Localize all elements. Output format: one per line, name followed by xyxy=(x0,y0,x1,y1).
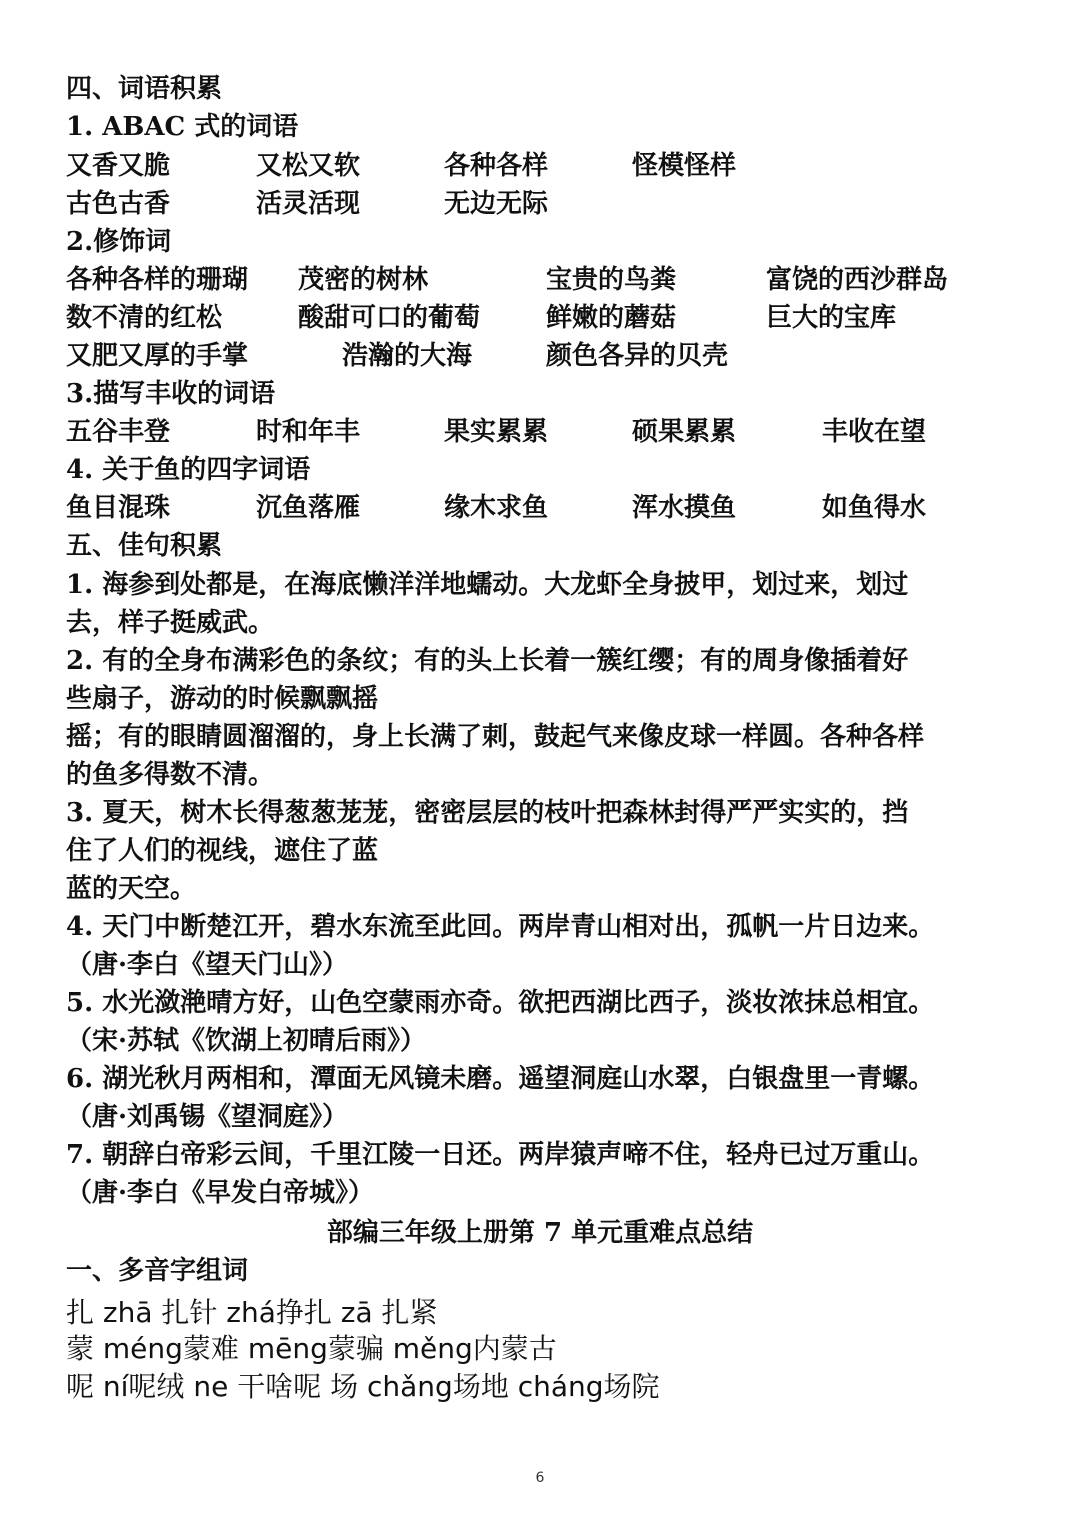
word: 鱼目混珠 xyxy=(66,493,171,523)
phrase: 颜色各异的贝壳 xyxy=(546,341,729,371)
poem-source: （唐·李白《早发白帝城》） xyxy=(66,1178,375,1208)
phrase: 巨大的宝库 xyxy=(766,303,897,333)
poem-line: 4. 天门中断楚江开，碧水东流至此回。两岸青山相对出，孤帆一片日边来。 xyxy=(66,912,935,942)
poem-source: （唐·刘禹锡《望洞庭》） xyxy=(66,1102,349,1132)
word: 各种各样 xyxy=(444,151,549,181)
word: 丰收在望 xyxy=(822,417,927,447)
phrase: 数不清的红松 xyxy=(66,303,223,333)
phrase: 茂密的树林 xyxy=(298,265,429,295)
word: 五谷丰登 xyxy=(66,417,171,447)
modifiers-title: 2.修饰词 xyxy=(66,227,172,257)
harvest-row xyxy=(66,413,1020,451)
word: 又香又脆 xyxy=(66,151,171,181)
word: 硕果累累 xyxy=(632,417,737,447)
word: 缘木求鱼 xyxy=(444,493,549,523)
word: 又松又软 xyxy=(256,151,361,181)
poem-source: （宋·苏轼《饮湖上初晴后雨》） xyxy=(66,1026,427,1056)
section-4-heading: 四、词语积累 xyxy=(66,74,223,104)
sentence-line: 住了人们的视线，遮住了蓝 xyxy=(66,836,379,866)
word: 浑水摸鱼 xyxy=(632,493,737,523)
polyphone-line: 呢 ní呢绒 ne 干啥呢 场 chǎng场地 cháng场院 xyxy=(66,1370,660,1403)
fish-title: 4. 关于鱼的四字词语 xyxy=(66,455,311,485)
word: 时和年丰 xyxy=(256,417,361,447)
phrase: 酸甜可口的葡萄 xyxy=(298,303,481,333)
phrase: 富饶的西沙群岛 xyxy=(766,265,949,295)
fish-row xyxy=(66,489,1020,527)
polyphone-line: 蒙 méng蒙难 mēng蒙骗 měng内蒙古 xyxy=(66,1332,557,1365)
modifiers-row-1 xyxy=(66,261,1020,299)
page-number: 6 xyxy=(535,1470,545,1486)
abac-title: 1. ABAC 式的词语 xyxy=(66,112,299,142)
sentence-line: 蓝的天空。 xyxy=(66,874,197,904)
sentence-line: 1. 海参到处都是，在海底懒洋洋地蠕动。大龙虾全身披甲，划过来，划过 xyxy=(66,570,909,600)
word: 沉鱼落雁 xyxy=(256,493,361,523)
abac-row-1 xyxy=(66,147,1020,185)
phrase: 鲜嫩的蘑菇 xyxy=(546,303,677,333)
phrase: 又肥又厚的手掌 xyxy=(66,341,249,371)
harvest-title: 3.描写丰收的词语 xyxy=(66,379,276,409)
abac-row-2 xyxy=(66,185,1020,223)
sentence-line: 2. 有的全身布满彩色的条纹；有的头上长着一簇红缨；有的周身像插着好 xyxy=(66,646,909,676)
word: 果实累累 xyxy=(444,417,549,447)
phrase: 浩瀚的大海 xyxy=(342,341,473,371)
sentence-line: 的鱼多得数不清。 xyxy=(66,760,275,790)
section-5-heading: 五、佳句积累 xyxy=(66,531,223,561)
phrase: 宝贵的鸟粪 xyxy=(546,265,677,295)
phrase: 各种各样的珊瑚 xyxy=(66,265,249,295)
modifiers-row-3 xyxy=(66,337,1020,375)
word: 无边无际 xyxy=(444,189,549,219)
poem-line: 5. 水光潋滟晴方好，山色空蒙雨亦奇。欲把西湖比西子，淡妆浓抹总相宜。 xyxy=(66,988,935,1018)
sentence-line: 3. 夏天，树木长得葱葱茏茏，密密层层的枝叶把森林封得严严实实的，挡 xyxy=(66,798,909,828)
poem-line: 7. 朝辞白帝彩云间，千里江陵一日还。两岸猿声啼不住，轻舟已过万重山。 xyxy=(66,1140,935,1170)
word: 活灵活现 xyxy=(256,189,361,219)
poem-source: （唐·李白《望天门山》） xyxy=(66,950,349,980)
poem-line: 6. 湖光秋月两相和，潭面无风镜未磨。遥望洞庭山水翠，白银盘里一青螺。 xyxy=(66,1064,935,1094)
polyphone-line: 扎 zhā 扎针 zhá挣扎 zā 扎紧 xyxy=(66,1296,438,1329)
sentence-line: 些扇子，游动的时候飘飘摇 xyxy=(66,684,379,714)
sentence-line: 去，样子挺威武。 xyxy=(66,608,275,638)
unit-7-title: 部编三年级上册第 7 单元重难点总结 xyxy=(326,1218,754,1248)
polyphone-heading: 一、多音字组词 xyxy=(66,1256,249,1286)
word: 古色古香 xyxy=(66,189,171,219)
modifiers-row-2 xyxy=(66,299,1020,337)
word: 怪模怪样 xyxy=(632,151,737,181)
sentence-line: 摇；有的眼睛圆溜溜的，身上长满了刺，鼓起气来像皮球一样圆。各种各样 xyxy=(66,722,925,752)
word: 如鱼得水 xyxy=(822,493,927,523)
